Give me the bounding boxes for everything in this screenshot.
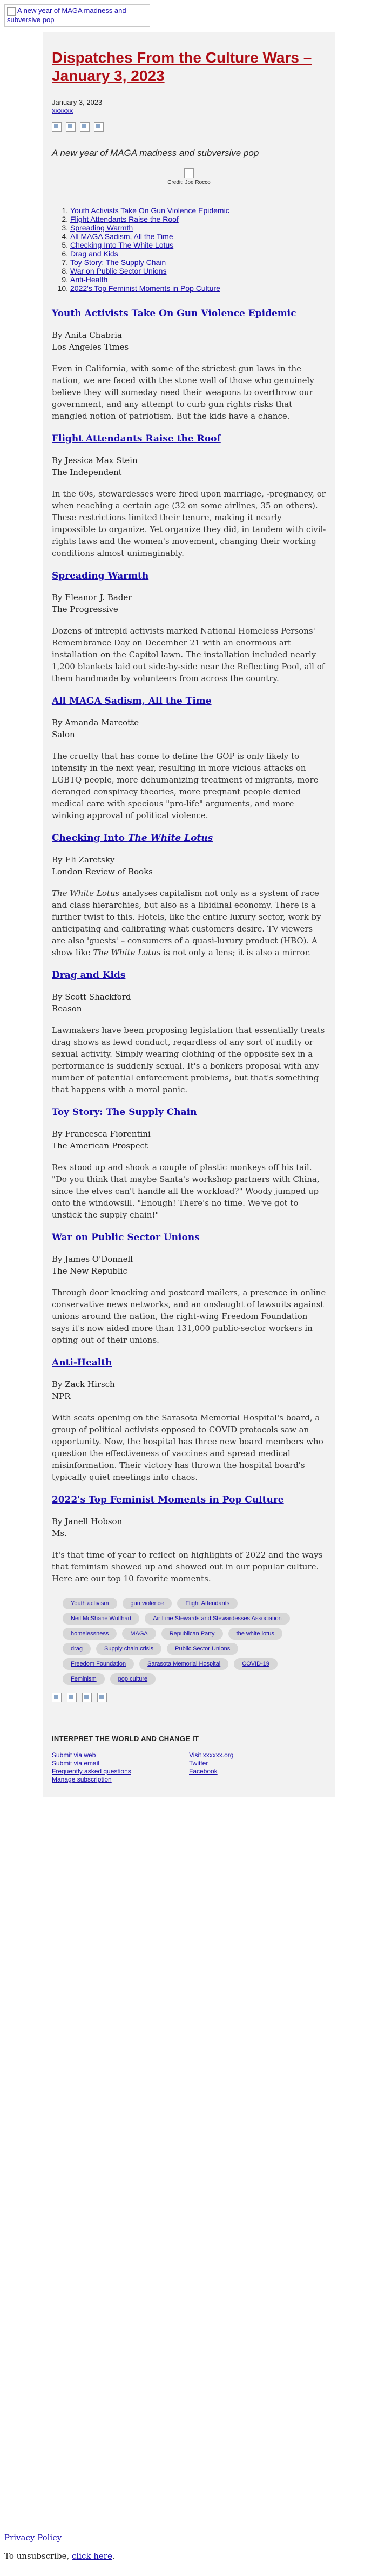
body-text: is not only a lens; it is also a mirror. xyxy=(160,948,310,957)
article-body xyxy=(52,887,326,959)
body-text: analyses capitalism not only as a system of race and class hierarchies, but also as a libidinal economy. There is a further twist to this. Hotels, like the entire luxury sector, work by anticipating and calibrating what customers desire. TV viewers are also 'guests' – consumers of a quasi-luxury product (HBO). A show like xyxy=(52,888,321,957)
footer-left-column xyxy=(52,1751,189,1784)
issue-date: January 3, 2023 xyxy=(52,98,103,106)
article-white-lotus xyxy=(52,832,326,959)
article-publication: The Independent xyxy=(52,467,122,477)
newsletter-container xyxy=(43,32,335,1797)
footer-link-website[interactable]: Visit xxxxxx.org xyxy=(189,1751,234,1759)
table-of-contents xyxy=(52,206,326,293)
footer xyxy=(43,1729,335,1797)
article-body: Even in California, with some of the strictest gun laws in the nation, we are faced with the stone wall of those who genuinely believe they will someday need their weapons to overthrow our government, and any attempt to curb gun rights risks that mangled notion of patriotism. But the kids have a chance. xyxy=(52,364,314,421)
toc-link[interactable]: Toy Story: The Supply Chain xyxy=(70,258,166,267)
article-feminist-moments xyxy=(52,1494,326,1585)
footer-link-submit-web[interactable]: Submit via web xyxy=(52,1751,96,1759)
toc-link[interactable]: Checking Into The White Lotus xyxy=(70,241,174,249)
article-publication: The American Prospect xyxy=(52,1141,148,1151)
footer-link-faq[interactable]: Frequently asked questions xyxy=(52,1768,131,1775)
article-title[interactable]: All MAGA Sadism, All the Time xyxy=(52,696,212,706)
article-spreading-warmth xyxy=(52,570,326,684)
footer-heading: INTERPRET THE WORLD AND CHANGE IT xyxy=(52,1735,199,1743)
unsubscribe-suffix: . xyxy=(112,2551,115,2561)
article-anti-health xyxy=(52,1357,326,1483)
article-publication: NPR xyxy=(52,1391,71,1401)
tag-pill[interactable]: Public Sector Unions xyxy=(167,1643,238,1655)
tag-pill[interactable]: Freedom Foundation xyxy=(63,1658,134,1670)
footer-link-manage-subscription[interactable]: Manage subscription xyxy=(52,1776,112,1783)
article-youth-activists xyxy=(52,308,326,422)
article-flight-attendants xyxy=(52,433,326,559)
article-byline: By Anita Chabria xyxy=(52,330,122,340)
article-byline: By Eleanor J. Bader xyxy=(52,593,132,602)
tag-pill[interactable]: gun violence xyxy=(123,1598,172,1609)
article-public-sector-unions xyxy=(52,1232,326,1346)
tag-pill[interactable]: COVID-19 xyxy=(234,1658,278,1670)
toc-item xyxy=(70,284,326,293)
tag-pill[interactable]: pop culture xyxy=(110,1673,156,1685)
article-publication: Los Angeles Times xyxy=(52,342,129,352)
article-publication: Reason xyxy=(52,1004,82,1014)
article-byline: By Francesca Fiorentini xyxy=(52,1129,151,1139)
linkedin-share-icon[interactable] xyxy=(97,1693,107,1702)
article-drag-kids xyxy=(52,969,326,1096)
twitter-share-icon[interactable] xyxy=(66,122,76,132)
toc-link[interactable]: War on Public Sector Unions xyxy=(70,267,167,275)
tag-pill[interactable]: the white lotus xyxy=(228,1628,282,1640)
article-body: It's that time of year to reflect on highlights of 2022 and the ways that feminism showed up and showed out in our popular culture. Here are our top 10 favorite moments. xyxy=(52,1550,323,1583)
article-title[interactable]: Spreading Warmth xyxy=(52,570,149,581)
article-body: Lawmakers have been proposing legislation that essentially treats drag shows as lewd conduct, regardless of any sort of nudity or sexual activity. Simply wearing clothing of the opposite sex in a performance is suddenly sexual. It's a bonkers proposal with any number of potential enforcement problems, but that's something that happens with a moral panic. xyxy=(52,1025,325,1095)
tag-pill[interactable]: Republican Party xyxy=(161,1628,223,1640)
linkedin-share-icon[interactable] xyxy=(94,122,104,132)
tag-pill[interactable]: homelessness xyxy=(63,1628,117,1640)
toc-item xyxy=(70,267,326,275)
header-image-placeholder[interactable] xyxy=(4,4,150,27)
toc-link[interactable]: Drag and Kids xyxy=(70,249,118,258)
email-share-icon[interactable] xyxy=(82,1693,92,1702)
footer-columns xyxy=(52,1751,326,1784)
tag-pill[interactable]: MAGA xyxy=(122,1628,156,1640)
author-link[interactable]: xxxxxx xyxy=(52,106,73,114)
toc-link[interactable]: All MAGA Sadism, All the Time xyxy=(70,232,173,241)
tag-pill[interactable]: Supply chain crisis xyxy=(96,1643,161,1655)
tag-list xyxy=(63,1598,295,1685)
article-title[interactable]: Youth Activists Take On Gun Violence Epidemic xyxy=(52,308,296,319)
broken-image-icon xyxy=(7,7,16,16)
article-publication: The Progressive xyxy=(52,604,118,614)
toc-item xyxy=(70,258,326,267)
article-title[interactable]: 2022's Top Feminist Moments in Pop Culture xyxy=(52,1494,284,1505)
toc-item xyxy=(70,275,326,284)
article-body: The cruelty that has come to define the GOP is only likely to intensify in the next year, resulting in more vicious attacks on LGBTQ people, more dehumanizing treatment of migrants, more deranged conspiracy theories, more pregnant people denied medical care with specious "pro-life" arguments, and more winking approval of political violence. xyxy=(52,751,319,820)
toc-item xyxy=(70,223,326,232)
tag-pill[interactable]: drag xyxy=(63,1643,91,1655)
body-em: The White Lotus xyxy=(93,948,161,957)
article-publication: Salon xyxy=(52,730,75,739)
toc-item xyxy=(70,241,326,249)
toc-link[interactable]: Anti-Health xyxy=(70,275,108,284)
article-title[interactable]: Anti-Health xyxy=(52,1357,112,1368)
article-body: Through door knocking and postcard mailers, a presence in online conservative news networks, and an onslaught of lawsuits against unions around the nation, the right-wing Freedom Foundation says it's now aided more than 131,000 public-sector workers in opting out of their unions. xyxy=(52,1288,326,1345)
toc-item xyxy=(70,249,326,258)
photo-credit: Credit: Joe Rocco xyxy=(167,180,211,186)
article-byline: By Zack Hirsch xyxy=(52,1379,115,1389)
article-title[interactable] xyxy=(52,832,326,844)
privacy-policy-link[interactable]: Privacy Policy xyxy=(4,2533,62,2543)
toc-link[interactable]: 2022's Top Feminist Moments in Pop Culture xyxy=(70,284,220,293)
article-title[interactable]: Toy Story: The Supply Chain xyxy=(52,1107,197,1118)
tag-pill[interactable]: Neil McShane Wulfhart xyxy=(63,1613,139,1625)
article-publication: The New Republic xyxy=(52,1266,127,1276)
article-byline: By Jessica Max Stein xyxy=(52,456,138,465)
article-byline: By Amanda Marcotte xyxy=(52,718,139,728)
tag-pill[interactable]: Sarasota Memorial Hospital xyxy=(139,1658,228,1670)
share-bar-bottom xyxy=(52,1693,326,1702)
tag-pill[interactable]: Youth activism xyxy=(63,1598,117,1609)
article-publication: Ms. xyxy=(52,1528,67,1538)
tag-pill[interactable]: Feminism xyxy=(63,1673,105,1685)
article-title-prefix: Checking Into xyxy=(52,833,128,844)
unsubscribe-line xyxy=(4,2551,115,2561)
share-bar-top xyxy=(52,122,326,132)
toc-link[interactable]: Flight Attendants Raise the Roof xyxy=(70,215,179,223)
article-byline: By Eli Zaretsky xyxy=(52,855,115,865)
unsubscribe-prefix: To unsubscribe, xyxy=(4,2551,72,2561)
tag-pill[interactable]: Air Line Stewards and Stewardesses Association xyxy=(145,1613,289,1625)
footer-link-facebook[interactable]: Facebook xyxy=(189,1768,218,1775)
broken-image-icon xyxy=(184,168,194,178)
header-image-alt: A new year of MAGA madness and subversive pop xyxy=(7,6,126,24)
article-title-em: The White Lotus xyxy=(127,833,213,844)
article-title[interactable]: War on Public Sector Unions xyxy=(52,1232,200,1243)
email-share-icon[interactable] xyxy=(80,122,90,132)
twitter-share-icon[interactable] xyxy=(67,1693,77,1702)
tag-pill[interactable]: Flight Attendants xyxy=(177,1598,238,1609)
article-maga-sadism xyxy=(52,695,326,821)
subhead: A new year of MAGA madness and subversive pop xyxy=(52,148,259,158)
article-title[interactable]: Drag and Kids xyxy=(52,970,126,981)
unsubscribe-link[interactable]: click here xyxy=(72,2551,112,2561)
article-body: Rex stood up and shook a couple of plastic monkeys off his tail. "Do you think that maybe Santa's workshop partners with China, since the elves can't handle all the workload?" Woody jumped up onto the windowsill. "Enough! There's no time. We've got to unstick the supply chain!" xyxy=(52,1163,320,1220)
page-title[interactable]: Dispatches From the Culture Wars – January 3, 2023 xyxy=(52,49,312,84)
article-title[interactable]: Flight Attendants Raise the Roof xyxy=(52,433,221,444)
toc-item xyxy=(70,232,326,241)
footer-link-twitter[interactable]: Twitter xyxy=(189,1759,208,1767)
article-body: In the 60s, stewardesses were fired upon marriage, -pregnancy, or when reaching a certain age (32 on some airlines, 35 on others). These restrictions limited their tenure, making it nearly impossible to organize. Yet organize they did, in tandem with civil-rights laws and the women's movement, changing their working conditions almost unimaginably. xyxy=(52,489,326,558)
article-body: Dozens of intrepid activists marked National Homeless Persons' Remembrance Day on December 21 with an enormous art installation on the Capitol lawn. The installation included nearly 1,200 blankets laid out side-by-side near the Reflecting Pool, all of them handmade by volunteers from across the country. xyxy=(52,626,325,683)
toc-link[interactable]: Spreading Warmth xyxy=(70,223,133,232)
facebook-share-icon[interactable] xyxy=(52,1693,62,1702)
body-em: The White Lotus xyxy=(52,888,120,898)
article-byline: By Scott Shackford xyxy=(52,992,131,1002)
article-toy-story xyxy=(52,1106,326,1221)
toc-link[interactable]: Youth Activists Take On Gun Violence Epidemic xyxy=(70,206,230,215)
toc-item xyxy=(70,215,326,223)
footer-link-submit-email[interactable]: Submit via email xyxy=(52,1759,100,1767)
after-footer xyxy=(4,2533,115,2561)
footer-right-column xyxy=(189,1751,326,1784)
hero-photo xyxy=(52,168,326,186)
article-publication: London Review of Books xyxy=(52,867,153,876)
article-byline: By James O'Donnell xyxy=(52,1254,133,1264)
article-body: With seats opening on the Sarasota Memorial Hospital's board, a group of political activists opposed to COVID protocols saw an opportunity. Now, the hospital has three new board members who question the effectiveness of vaccines and spread medical misinformation. Their victory has thrown the hospital board's typically quiet meetings into chaos. xyxy=(52,1413,323,1482)
article-byline: By Janell Hobson xyxy=(52,1517,123,1526)
toc-item xyxy=(70,206,326,215)
facebook-share-icon[interactable] xyxy=(52,122,62,132)
